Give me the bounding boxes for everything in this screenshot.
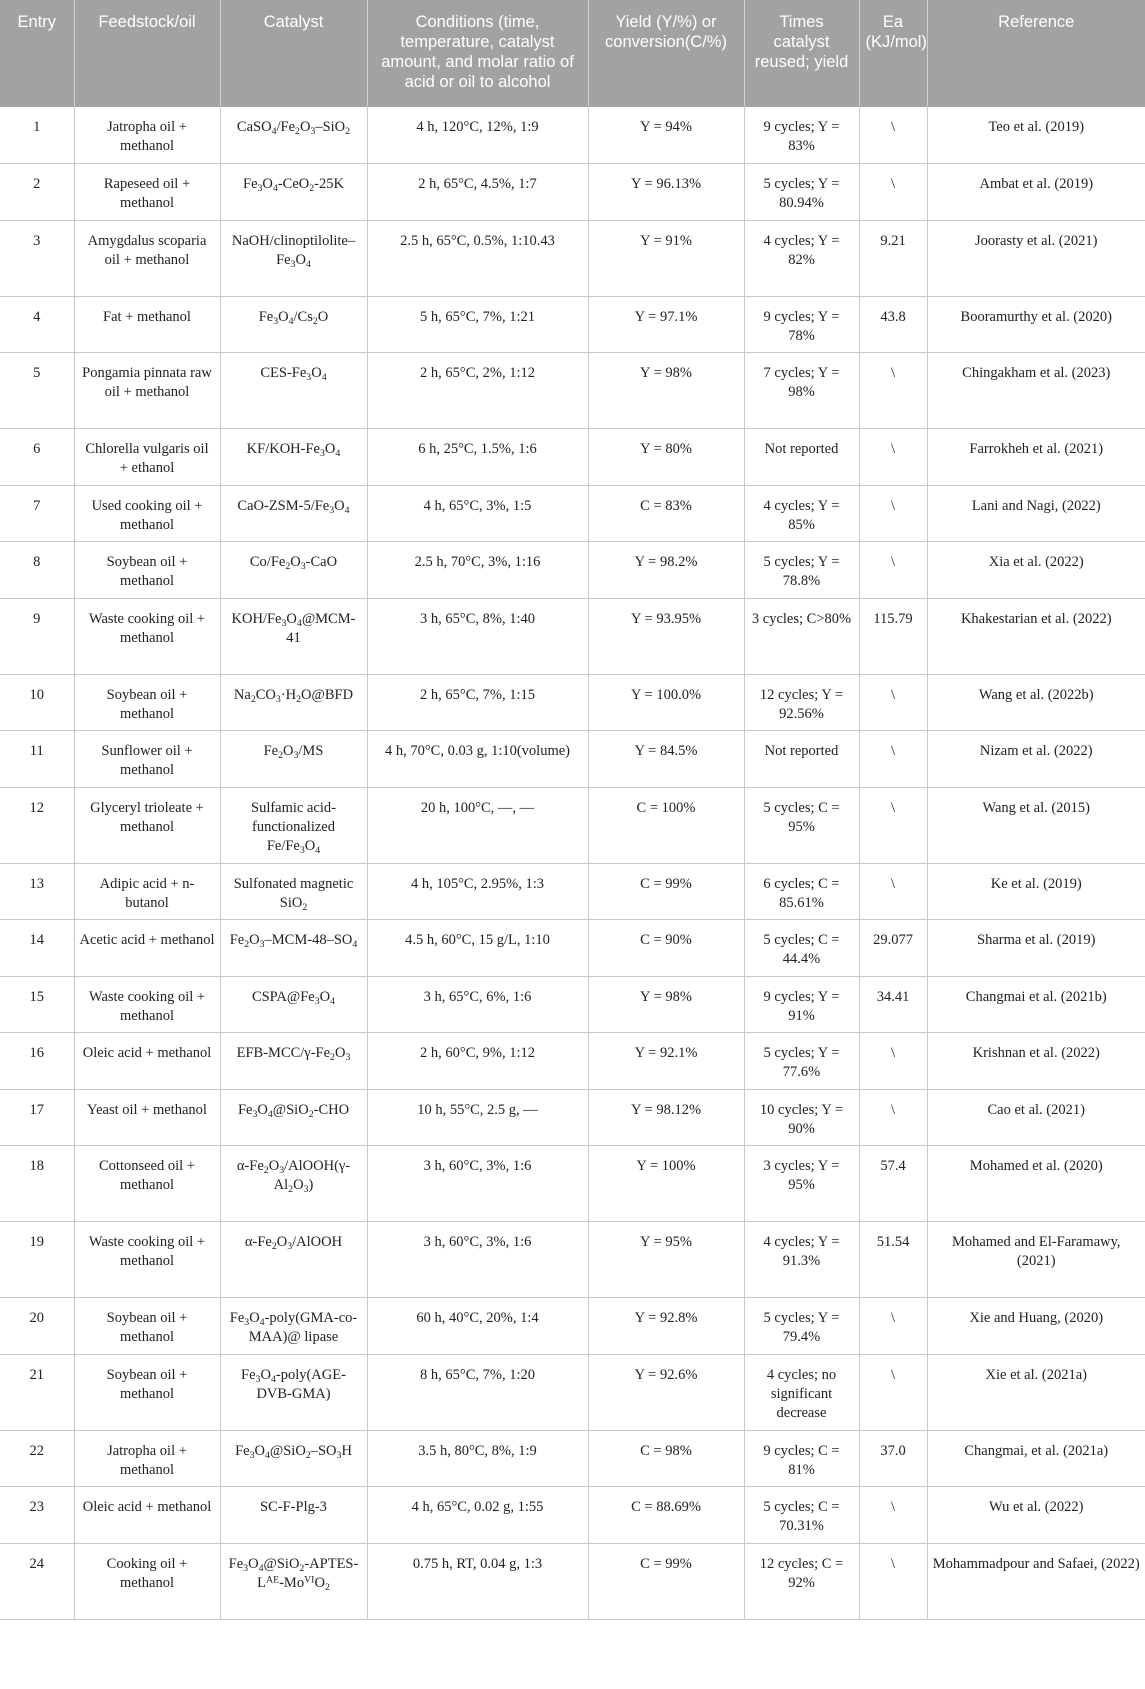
cell-conditions: 0.75 h, RT, 0.04 g, 1:3 xyxy=(367,1543,588,1619)
cell-feedstock: Amygdalus scoparia oil + methanol xyxy=(74,220,220,296)
cell-feedstock: Acetic acid + methanol xyxy=(74,920,220,977)
table-row xyxy=(0,976,1145,1033)
cell-feedstock: Jatropha oil + methanol xyxy=(74,1430,220,1487)
cell-catalyst: $Fe_3O_4-CeO_2-25K$ xyxy=(220,164,367,221)
cell-conditions: 5 h, 65°C, 7%, 1:21 xyxy=(367,296,588,353)
cell-catalyst: $\alpha-Fe_2O_3/AlOOH(\gamma-Al_2O_3)$ xyxy=(220,1146,367,1222)
cell-reuse: Not reported xyxy=(744,429,859,486)
cell-catalyst: $KF/KOH-Fe_3O_4$ xyxy=(220,429,367,486)
cell-yield: Y = 92.1% xyxy=(588,1033,744,1090)
cell-ea: \ xyxy=(859,731,927,788)
cell-ref: Xie and Huang, (2020) xyxy=(927,1298,1145,1355)
cell-entry: 13 xyxy=(0,863,74,920)
table-row xyxy=(0,220,1145,296)
cell-catalyst: CaO-$ZSM-5/Fe_3O_4$ xyxy=(220,485,367,542)
cell-conditions: 4 h, 65°C, 3%, 1:5 xyxy=(367,485,588,542)
cell-yield: C = 99% xyxy=(588,1543,744,1619)
cell-feedstock: Jatropha oil + methanol xyxy=(74,107,220,164)
cell-reuse: 5 cycles; Y = 79.4% xyxy=(744,1298,859,1355)
cell-yield: C = 88.69% xyxy=(588,1487,744,1544)
cell-conditions: 4 h, 70°C, 0.03 g, 1:10(volume) xyxy=(367,731,588,788)
table-row xyxy=(0,1354,1145,1430)
cell-conditions: 4 h, 120°C, 12%, 1:9 xyxy=(367,107,588,164)
cell-feedstock: Glyceryl trioleate + methanol xyxy=(74,787,220,863)
cell-reuse: Not reported xyxy=(744,731,859,788)
cell-catalyst: $Fe_3O_4@SiO_2-SO_3H$ xyxy=(220,1430,367,1487)
col-header-reference: Reference xyxy=(927,0,1145,107)
cell-reuse: 5 cycles; C = 95% xyxy=(744,787,859,863)
cell-ea: 43.8 xyxy=(859,296,927,353)
cell-entry: 23 xyxy=(0,1487,74,1544)
table-row xyxy=(0,164,1145,221)
cell-yield: Y = 91% xyxy=(588,220,744,296)
cell-yield: Y = 84.5% xyxy=(588,731,744,788)
cell-reuse: 9 cycles; Y = 91% xyxy=(744,976,859,1033)
cell-ea: \ xyxy=(859,863,927,920)
cell-conditions: 3 h, 60°C, 3%, 1:6 xyxy=(367,1222,588,1298)
cell-feedstock: Cottonseed oil + methanol xyxy=(74,1146,220,1222)
cell-catalyst: $Fe_3O_4@SiO_2-APTES-L^{AE}-Mo^{VI}O_2$ xyxy=(220,1543,367,1619)
cell-conditions: 4.5 h, 60°C, 15 g/L, 1:10 xyxy=(367,920,588,977)
table-row xyxy=(0,1430,1145,1487)
cell-ref: Mohammadpour and Safaei, (2022) xyxy=(927,1543,1145,1619)
cell-conditions: 2.5 h, 70°C, 3%, 1:16 xyxy=(367,542,588,599)
cell-yield: Y = 95% xyxy=(588,1222,744,1298)
cell-ea: \ xyxy=(859,353,927,429)
cell-conditions: 6 h, 25°C, 1.5%, 1:6 xyxy=(367,429,588,486)
cell-reuse: 4 cycles; no significant decrease xyxy=(744,1354,859,1430)
cell-feedstock: Sunflower oil + methanol xyxy=(74,731,220,788)
cell-reuse: 4 cycles; Y = 82% xyxy=(744,220,859,296)
cell-entry: 15 xyxy=(0,976,74,1033)
cell-catalyst: $Fe_3O_4-poly(GMA-co-MAA)@$ lipase xyxy=(220,1298,367,1355)
cell-ref: Mohamed et al. (2020) xyxy=(927,1146,1145,1222)
cell-ref: Lani and Nagi, (2022) xyxy=(927,485,1145,542)
cell-entry: 3 xyxy=(0,220,74,296)
cell-ea: \ xyxy=(859,429,927,486)
cell-yield: C = 90% xyxy=(588,920,744,977)
cell-ref: Khakestarian et al. (2022) xyxy=(927,598,1145,674)
cell-feedstock: Rapeseed oil + methanol xyxy=(74,164,220,221)
cell-feedstock: Soybean oil + methanol xyxy=(74,674,220,731)
col-header-yield: Yield (Y/%) or conversion(C/%) xyxy=(588,0,744,107)
cell-reuse: 5 cycles; C = 44.4% xyxy=(744,920,859,977)
table-row xyxy=(0,353,1145,429)
cell-feedstock: Fat + methanol xyxy=(74,296,220,353)
cell-ref: Changmai, et al. (2021a) xyxy=(927,1430,1145,1487)
cell-entry: 24 xyxy=(0,1543,74,1619)
cell-feedstock: Waste cooking oil + methanol xyxy=(74,976,220,1033)
cell-ref: Wu et al. (2022) xyxy=(927,1487,1145,1544)
cell-ea: \ xyxy=(859,1089,927,1146)
cell-feedstock: Soybean oil + methanol xyxy=(74,1298,220,1355)
cell-reuse: 4 cycles; Y = 85% xyxy=(744,485,859,542)
cell-yield: C = 98% xyxy=(588,1430,744,1487)
cell-catalyst: NaOH/$clinoptilolite-Fe_3O_4$ xyxy=(220,220,367,296)
cell-entry: 7 xyxy=(0,485,74,542)
cell-ref: Nizam et al. (2022) xyxy=(927,731,1145,788)
cell-entry: 9 xyxy=(0,598,74,674)
cell-ref: Cao et al. (2021) xyxy=(927,1089,1145,1146)
cell-catalyst: Sulfamic acid-functionalized $Fe/Fe_3O_4$ xyxy=(220,787,367,863)
cell-catalyst: $CaSO_4/Fe_2O_3-SiO_2$ xyxy=(220,107,367,164)
cell-feedstock: Yeast oil + methanol xyxy=(74,1089,220,1146)
cell-ref: Wang et al. (2015) xyxy=(927,787,1145,863)
cell-entry: 17 xyxy=(0,1089,74,1146)
cell-yield: Y = 100% xyxy=(588,1146,744,1222)
cell-catalyst: $Fe_3O_4/Cs_2O$ xyxy=(220,296,367,353)
table-row xyxy=(0,296,1145,353)
cell-ref: Farrokheh et al. (2021) xyxy=(927,429,1145,486)
cell-yield: Y = 98% xyxy=(588,353,744,429)
cell-reuse: 10 cycles; Y = 90% xyxy=(744,1089,859,1146)
cell-feedstock: Soybean oil + methanol xyxy=(74,1354,220,1430)
col-header-conditions: Conditions (time, temperature, catalyst amount, and molar ratio of acid or oil to alcohol xyxy=(367,0,588,107)
table-row xyxy=(0,1146,1145,1222)
cell-ref: Krishnan et al. (2022) xyxy=(927,1033,1145,1090)
cell-ea: \ xyxy=(859,1354,927,1430)
cell-reuse: 6 cycles; C = 85.61% xyxy=(744,863,859,920)
cell-feedstock: Used cooking oil + methanol xyxy=(74,485,220,542)
table-row xyxy=(0,107,1145,164)
cell-ea: \ xyxy=(859,1543,927,1619)
col-header-entry: Entry xyxy=(0,0,74,107)
cell-ref: Xie et al. (2021a) xyxy=(927,1354,1145,1430)
table-row xyxy=(0,542,1145,599)
table-row xyxy=(0,863,1145,920)
cell-ref: Joorasty et al. (2021) xyxy=(927,220,1145,296)
cell-feedstock: Pongamia pinnata raw oil + methanol xyxy=(74,353,220,429)
cell-conditions: 8 h, 65°C, 7%, 1:20 xyxy=(367,1354,588,1430)
cell-yield: Y = 98.12% xyxy=(588,1089,744,1146)
cell-ea: \ xyxy=(859,1298,927,1355)
cell-ref: Teo et al. (2019) xyxy=(927,107,1145,164)
header-row xyxy=(0,0,1145,107)
cell-reuse: 12 cycles; C = 92% xyxy=(744,1543,859,1619)
cell-entry: 11 xyxy=(0,731,74,788)
cell-entry: 4 xyxy=(0,296,74,353)
cell-yield: Y = 92.8% xyxy=(588,1298,744,1355)
cell-yield: Y = 80% xyxy=(588,429,744,486)
cell-entry: 8 xyxy=(0,542,74,599)
cell-catalyst: $Fe_3O_4@SiO_2$-CHO xyxy=(220,1089,367,1146)
cell-catalyst: $Fe_3O_4-poly(AGE-DVB-GMA)$ xyxy=(220,1354,367,1430)
cell-yield: C = 100% xyxy=(588,787,744,863)
cell-catalyst: $Co/Fe_2O_3$-CaO xyxy=(220,542,367,599)
cell-conditions: 3.5 h, 80°C, 8%, 1:9 xyxy=(367,1430,588,1487)
cell-reuse: 9 cycles; Y = 83% xyxy=(744,107,859,164)
cell-ref: Changmai et al. (2021b) xyxy=(927,976,1145,1033)
table-row xyxy=(0,674,1145,731)
cell-ref: Wang et al. (2022b) xyxy=(927,674,1145,731)
cell-entry: 18 xyxy=(0,1146,74,1222)
cell-ref: Sharma et al. (2019) xyxy=(927,920,1145,977)
cell-feedstock: Waste cooking oil + methanol xyxy=(74,1222,220,1298)
cell-yield: Y = 96.13% xyxy=(588,164,744,221)
cell-entry: 10 xyxy=(0,674,74,731)
cell-catalyst: SC-F-Plg-3 xyxy=(220,1487,367,1544)
cell-feedstock: Waste cooking oil + methanol xyxy=(74,598,220,674)
cell-entry: 21 xyxy=(0,1354,74,1430)
cell-entry: 2 xyxy=(0,164,74,221)
cell-feedstock: Chlorella vulgaris oil + ethanol xyxy=(74,429,220,486)
cell-yield: Y = 98.2% xyxy=(588,542,744,599)
cell-yield: Y = 92.6% xyxy=(588,1354,744,1430)
cell-conditions: 20 h, 100°C, —, — xyxy=(367,787,588,863)
cell-catalyst: $Fe_2O_3-MCM-48-SO_4$ xyxy=(220,920,367,977)
cell-ref: Ambat et al. (2019) xyxy=(927,164,1145,221)
cell-conditions: 3 h, 65°C, 6%, 1:6 xyxy=(367,976,588,1033)
cell-reuse: 12 cycles; Y = 92.56% xyxy=(744,674,859,731)
cell-conditions: 2 h, 65°C, 7%, 1:15 xyxy=(367,674,588,731)
cell-yield: Y = 98% xyxy=(588,976,744,1033)
cell-yield: Y = 97.1% xyxy=(588,296,744,353)
cell-conditions: 3 h, 60°C, 3%, 1:6 xyxy=(367,1146,588,1222)
cell-ref: Mohamed and El-Faramawy, (2021) xyxy=(927,1222,1145,1298)
table-row xyxy=(0,1487,1145,1544)
cell-entry: 16 xyxy=(0,1033,74,1090)
cell-catalyst: Sulfonated magnetic SiO$_2$ xyxy=(220,863,367,920)
cell-ea: \ xyxy=(859,485,927,542)
cell-ref: Chingakham et al. (2023) xyxy=(927,353,1145,429)
table-row xyxy=(0,920,1145,977)
cell-ea: 57.4 xyxy=(859,1146,927,1222)
cell-conditions: 60 h, 40°C, 20%, 1:4 xyxy=(367,1298,588,1355)
cell-ea: \ xyxy=(859,787,927,863)
table-row xyxy=(0,1033,1145,1090)
table-row xyxy=(0,731,1145,788)
cell-catalyst: $Na_2CO_3\cdot H_2O@BFD$ xyxy=(220,674,367,731)
cell-catalyst: KOH/$Fe_3O_4@MCM-41$ xyxy=(220,598,367,674)
table-row xyxy=(0,787,1145,863)
cell-yield: Y = 94% xyxy=(588,107,744,164)
col-header-catalyst: Catalyst xyxy=(220,0,367,107)
cell-yield: C = 83% xyxy=(588,485,744,542)
cell-reuse: 5 cycles; Y = 77.6% xyxy=(744,1033,859,1090)
cell-catalyst: CES-$Fe_3O_4$ xyxy=(220,353,367,429)
cell-feedstock: Oleic acid + methanol xyxy=(74,1033,220,1090)
cell-ea: \ xyxy=(859,1487,927,1544)
cell-ea: 115.79 xyxy=(859,598,927,674)
table-row xyxy=(0,598,1145,674)
cell-conditions: 2 h, 65°C, 2%, 1:12 xyxy=(367,353,588,429)
cell-reuse: 5 cycles; Y = 78.8% xyxy=(744,542,859,599)
cell-feedstock: Oleic acid + methanol xyxy=(74,1487,220,1544)
cell-feedstock: Cooking oil + methanol xyxy=(74,1543,220,1619)
cell-ea: 51.54 xyxy=(859,1222,927,1298)
cell-conditions: 4 h, 105°C, 2.95%, 1:3 xyxy=(367,863,588,920)
cell-reuse: 4 cycles; Y = 91.3% xyxy=(744,1222,859,1298)
table-row xyxy=(0,1543,1145,1619)
cell-ea: \ xyxy=(859,1033,927,1090)
col-header-reuse: Times catalyst reused; yield xyxy=(744,0,859,107)
cell-conditions: 2 h, 60°C, 9%, 1:12 xyxy=(367,1033,588,1090)
cell-reuse: 7 cycles; Y = 98% xyxy=(744,353,859,429)
cell-ea: 29.077 xyxy=(859,920,927,977)
cell-ea: 9.21 xyxy=(859,220,927,296)
cell-entry: 14 xyxy=(0,920,74,977)
cell-entry: 19 xyxy=(0,1222,74,1298)
table-row xyxy=(0,1089,1145,1146)
cell-conditions: 10 h, 55°C, 2.5 g, — xyxy=(367,1089,588,1146)
cell-yield: C = 99% xyxy=(588,863,744,920)
cell-entry: 5 xyxy=(0,353,74,429)
table-row xyxy=(0,1222,1145,1298)
cell-ea: \ xyxy=(859,674,927,731)
table-row xyxy=(0,485,1145,542)
cell-conditions: 3 h, 65°C, 8%, 1:40 xyxy=(367,598,588,674)
cell-reuse: 3 cycles; C>80% xyxy=(744,598,859,674)
cell-reuse: 5 cycles; Y = 80.94% xyxy=(744,164,859,221)
cell-reuse: 5 cycles; C = 70.31% xyxy=(744,1487,859,1544)
cell-ea: \ xyxy=(859,107,927,164)
table-row xyxy=(0,1298,1145,1355)
cell-conditions: 4 h, 65°C, 0.02 g, 1:55 xyxy=(367,1487,588,1544)
cell-yield: Y = 93.95% xyxy=(588,598,744,674)
col-header-feedstock: Feedstock/oil xyxy=(74,0,220,107)
cell-conditions: 2.5 h, 65°C, 0.5%, 1:10.43 xyxy=(367,220,588,296)
cell-entry: 20 xyxy=(0,1298,74,1355)
cell-feedstock: Adipic acid + n-butanol xyxy=(74,863,220,920)
cell-entry: 22 xyxy=(0,1430,74,1487)
cell-ref: Ke et al. (2019) xyxy=(927,863,1145,920)
cell-ref: Xia et al. (2022) xyxy=(927,542,1145,599)
table-row xyxy=(0,429,1145,486)
cell-reuse: 3 cycles; Y = 95% xyxy=(744,1146,859,1222)
cell-reuse: 9 cycles; C = 81% xyxy=(744,1430,859,1487)
cell-entry: 6 xyxy=(0,429,74,486)
col-header-ea: Ea (KJ/mol) xyxy=(859,0,927,107)
cell-ea: \ xyxy=(859,164,927,221)
cell-yield: Y = 100.0% xyxy=(588,674,744,731)
cell-catalyst: $CSPA@Fe_3O_4$ xyxy=(220,976,367,1033)
cell-conditions: 2 h, 65°C, 4.5%, 1:7 xyxy=(367,164,588,221)
cell-ea: 34.41 xyxy=(859,976,927,1033)
cell-catalyst: EFB-$MCC/\gamma-Fe_2O_3$ xyxy=(220,1033,367,1090)
cell-feedstock: Soybean oil + methanol xyxy=(74,542,220,599)
cell-catalyst: $\alpha-Fe_2O_3$/AlOOH xyxy=(220,1222,367,1298)
cell-ea: 37.0 xyxy=(859,1430,927,1487)
cell-ea: \ xyxy=(859,542,927,599)
cell-reuse: 9 cycles; Y = 78% xyxy=(744,296,859,353)
cell-entry: 1 xyxy=(0,107,74,164)
cell-catalyst: $Fe_2O_3/MS$ xyxy=(220,731,367,788)
cell-entry: 12 xyxy=(0,787,74,863)
cell-ref: Booramurthy et al. (2020) xyxy=(927,296,1145,353)
